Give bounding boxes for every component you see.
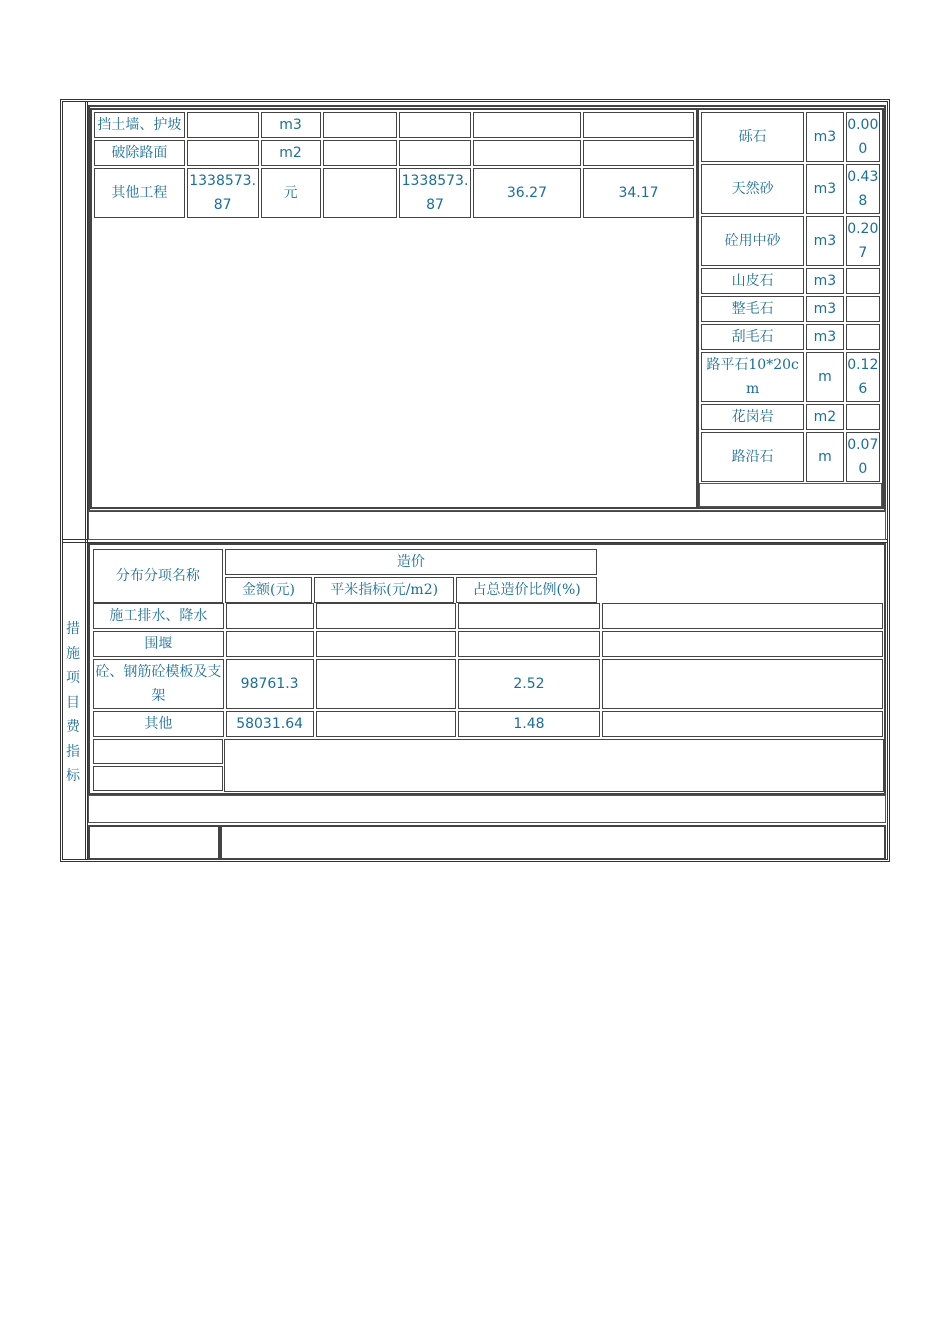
- header-amount-col: 金额(元): [225, 577, 312, 603]
- measures-ratio: 1.48: [458, 711, 600, 737]
- section-label-char: 标: [66, 768, 80, 784]
- material-name: 整毛石: [701, 296, 804, 322]
- measures-row: [93, 711, 883, 737]
- footer-right-cell: [220, 825, 886, 860]
- material-unit: m3: [806, 112, 843, 162]
- material-value: [846, 268, 880, 294]
- top-left-cell-name: 其他工程: [94, 168, 185, 218]
- material-row: [701, 296, 880, 322]
- material-unit: m: [806, 352, 843, 402]
- top-empty-strip: [88, 510, 886, 540]
- bottom-empty-strip: [88, 795, 886, 823]
- measures-blank: [602, 631, 883, 657]
- section-label-char: 措: [66, 621, 80, 637]
- material-row: [701, 352, 880, 402]
- section-label-char: 费: [66, 719, 80, 735]
- section-label-char: 项: [66, 670, 80, 686]
- measures-ratio: 2.52: [458, 659, 600, 709]
- measures-name: 围堰: [93, 631, 224, 657]
- measures-amount: [226, 631, 314, 657]
- material-value: 0.438: [846, 164, 880, 214]
- material-unit: m3: [806, 268, 843, 294]
- top-left-row: [94, 168, 694, 218]
- measures-section-label: [63, 617, 83, 789]
- measures-row: [93, 659, 883, 709]
- material-value: 0.207: [846, 216, 880, 266]
- top-left-cell-unit: m3: [261, 112, 321, 138]
- measures-empty-cell-1: [93, 739, 223, 764]
- material-value: 0.126: [846, 352, 880, 402]
- top-left-row: [94, 140, 694, 166]
- top-left-cell-c5: [399, 140, 471, 166]
- top-left-cell-c6: [473, 112, 581, 138]
- material-name: 山皮石: [701, 268, 804, 294]
- material-unit: m3: [806, 164, 843, 214]
- top-left-cell-name: 破除路面: [94, 140, 185, 166]
- top-left-cell-c4: [323, 168, 397, 218]
- measures-empty-cell-2: [93, 766, 223, 791]
- material-unit: m2: [806, 404, 843, 430]
- top-left-cell-name: 挡土墙、护坡: [94, 112, 185, 138]
- top-left-cell-c4: [323, 140, 397, 166]
- measures-name: 施工排水、降水: [93, 603, 224, 629]
- top-left-cell-unit: 元: [261, 168, 321, 218]
- header-per-m2-col: 平米指标(元/m2): [314, 577, 454, 603]
- material-name: 砾石: [701, 112, 804, 162]
- material-row: [701, 432, 880, 482]
- header-cost-group: 造价: [225, 549, 597, 575]
- section-label-char: 指: [66, 743, 80, 760]
- material-name: 路平石10*20cm: [701, 352, 804, 402]
- top-left-cell-amount: [187, 112, 259, 138]
- material-value: [846, 404, 880, 430]
- material-empty-row: [699, 483, 882, 507]
- measures-per-m2: [316, 659, 457, 709]
- top-left-cell-c7: 34.17: [583, 168, 694, 218]
- top-left-filler-cell: [94, 220, 694, 510]
- top-left-cell-c7: [583, 112, 694, 138]
- material-name: 花岗岩: [701, 404, 804, 430]
- material-unit: m3: [806, 296, 843, 322]
- material-row: [701, 404, 880, 430]
- measures-empty-wide-cell: [224, 739, 884, 792]
- top-left-table: [92, 110, 696, 512]
- measures-name: 砼、钢筋砼模板及支架: [93, 659, 224, 709]
- material-table: [699, 110, 882, 484]
- material-row: [701, 324, 880, 350]
- top-left-cell-c5: 1338573.87: [399, 168, 471, 218]
- material-value: 0.000: [846, 112, 880, 162]
- material-value: [846, 324, 880, 350]
- measures-ratio: [458, 603, 600, 629]
- top-left-cell-c6: 36.27: [473, 168, 581, 218]
- material-value: 0.070: [846, 432, 880, 482]
- material-name: 刮毛石: [701, 324, 804, 350]
- top-left-cell-amount: [187, 140, 259, 166]
- top-left-cell-c7: [583, 140, 694, 166]
- material-value: [846, 296, 880, 322]
- measures-ratio: [458, 631, 600, 657]
- measures-row: [93, 631, 883, 657]
- measures-name: 其他: [93, 711, 224, 737]
- measures-row: [93, 603, 883, 629]
- top-left-cell-c5: [399, 112, 471, 138]
- header-name-col: 分布分项名称: [93, 549, 223, 603]
- measures-blank: [602, 711, 883, 737]
- material-row: [701, 164, 880, 214]
- top-left-cell-amount: 1338573.87: [187, 168, 259, 218]
- measures-per-m2: [316, 711, 457, 737]
- header-ratio-col: 占总造价比例(%): [456, 577, 597, 603]
- material-row: [701, 268, 880, 294]
- material-name: 天然砂: [701, 164, 804, 214]
- measures-blank: [602, 659, 883, 709]
- measures-amount: [226, 603, 314, 629]
- top-left-row: [94, 112, 694, 138]
- measures-amount: 98761.3: [226, 659, 314, 709]
- measures-table: [91, 601, 885, 739]
- measures-amount: 58031.64: [226, 711, 314, 737]
- material-row: [701, 112, 880, 162]
- measures-blank: [602, 603, 883, 629]
- top-left-cell-unit: m2: [261, 140, 321, 166]
- material-unit: m3: [806, 216, 843, 266]
- section-label-char: 目: [66, 694, 80, 711]
- top-left-filler: [94, 220, 694, 510]
- top-left-cell-c4: [323, 112, 397, 138]
- material-name: 砼用中砂: [701, 216, 804, 266]
- footer-left-cell: [88, 825, 220, 860]
- top-left-cell-c6: [473, 140, 581, 166]
- material-unit: m3: [806, 324, 843, 350]
- measures-per-m2: [316, 631, 457, 657]
- material-name: 路沿石: [701, 432, 804, 482]
- section-label-char: 施: [66, 645, 80, 662]
- material-unit: m: [806, 432, 843, 482]
- material-row: [701, 216, 880, 266]
- measures-per-m2: [316, 603, 457, 629]
- measures-header-table: [91, 547, 599, 605]
